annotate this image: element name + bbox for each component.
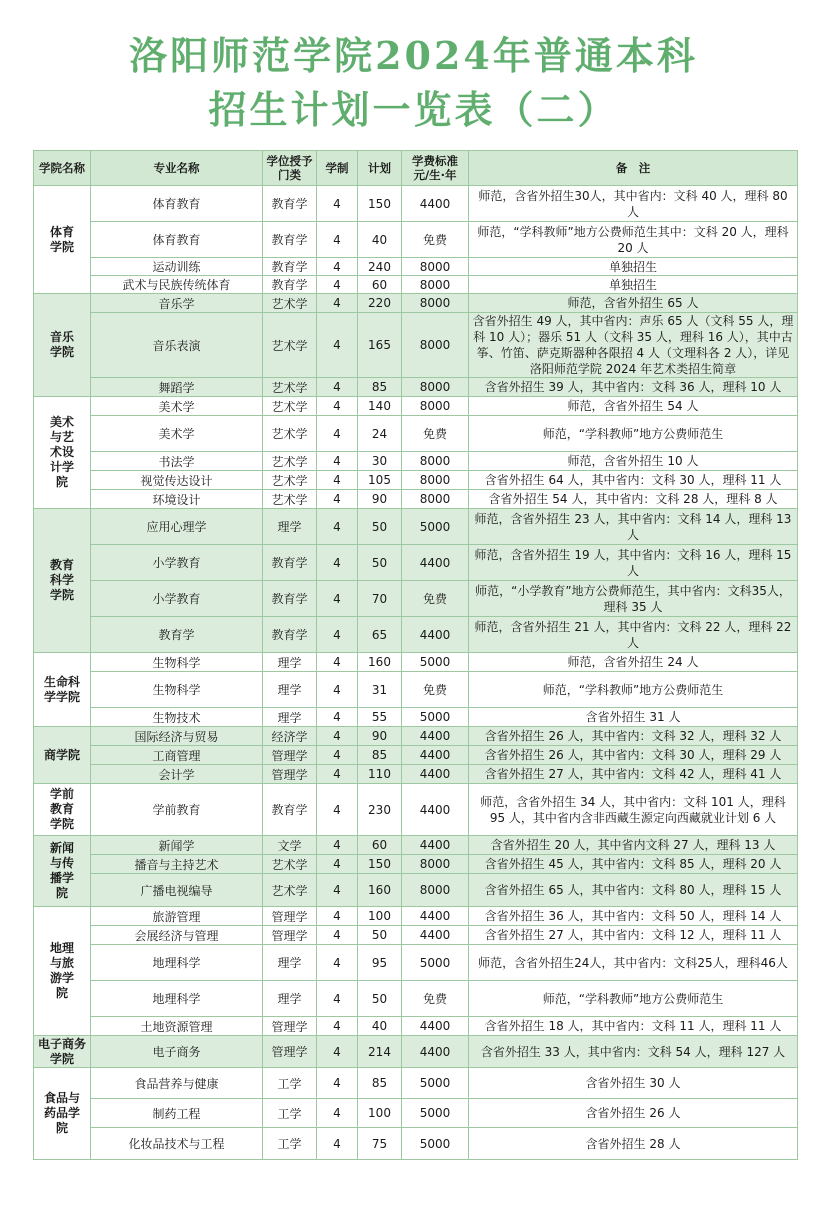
cell-fee: 5000: [402, 653, 469, 672]
table-row: [34, 907, 798, 926]
cell-fee: 免费: [402, 416, 469, 452]
cell-note: 含省外招生 33 人，其中省内：文科 54 人，理科 127 人: [469, 1036, 798, 1068]
cell-degree: 经济学: [263, 727, 317, 746]
cell-note: 师范，“学科教师”地方公费师范生其中：文科 20 人，理科 20 人: [469, 222, 798, 258]
cell-degree: 管理学: [263, 746, 317, 765]
cell-fee: 4400: [402, 617, 469, 653]
cell-years: 4: [317, 926, 358, 945]
cell-degree: 教育学: [263, 545, 317, 581]
cell-years: 4: [317, 874, 358, 907]
cell-plan: 75: [358, 1128, 402, 1160]
cell-fee: 4400: [402, 746, 469, 765]
cell-fee: 5000: [402, 509, 469, 545]
table-row: [34, 313, 798, 378]
cell-years: 4: [317, 545, 358, 581]
cell-degree: 工学: [263, 1099, 317, 1128]
cell-plan: 100: [358, 1099, 402, 1128]
table-row: [34, 581, 798, 617]
cell-note: 师范，“学科教师”地方公费师范生: [469, 416, 798, 452]
cell-degree: 管理学: [263, 1017, 317, 1036]
cell-note: 含省外招生 49 人，其中省内：声乐 65 人（文科 55 人，理科 10 人）；器乐 51 人（文科 35 人，理科 16 人），其中古筝、竹笛、萨克斯器种各限招 4 人（文理科各 2 人），详见洛阳师范学院 2024 年艺术类招生简章: [469, 313, 798, 378]
cell-degree: 管理学: [263, 926, 317, 945]
college-name: 生命科学学院: [34, 653, 91, 727]
cell-major: 制药工程: [91, 1099, 263, 1128]
cell-fee: 8000: [402, 313, 469, 378]
cell-plan: 95: [358, 945, 402, 981]
page-title-line1: 洛阳师范学院2024年普通本科: [129, 33, 698, 78]
cell-note: 含省外招生 64 人，其中省内：文科 30 人，理科 11 人: [469, 471, 798, 490]
cell-major: 生物技术: [91, 708, 263, 727]
table-row: [34, 672, 798, 708]
table-row: [34, 855, 798, 874]
cell-fee: 8000: [402, 855, 469, 874]
cell-note: 师范，含省外招生 23 人，其中省内：文科 14 人，理科 13 人: [469, 509, 798, 545]
cell-years: 4: [317, 581, 358, 617]
cell-note: 师范，含省外招生 24 人: [469, 653, 798, 672]
cell-plan: 150: [358, 186, 402, 222]
table-row: [34, 1099, 798, 1128]
cell-fee: 4400: [402, 926, 469, 945]
cell-years: 4: [317, 1099, 358, 1128]
page-title-line2: 招生计划一览表（二）: [208, 87, 619, 132]
cell-years: 4: [317, 836, 358, 855]
cell-degree: 艺术学: [263, 452, 317, 471]
cell-fee: 8000: [402, 452, 469, 471]
cell-degree: 教育学: [263, 581, 317, 617]
cell-degree: 管理学: [263, 765, 317, 784]
cell-years: 4: [317, 907, 358, 926]
table-row: [34, 258, 798, 276]
cell-note: 含省外招生 26 人，其中省内：文科 32 人，理科 32 人: [469, 727, 798, 746]
college-name: 美术与艺术设计学院: [34, 397, 91, 509]
cell-fee: 5000: [402, 1068, 469, 1099]
cell-major: 体育教育: [91, 222, 263, 258]
cell-note: 师范，含省外招生30人，其中省内：文科 40 人，理科 80 人: [469, 186, 798, 222]
header-fee: 学费标准元/生·年: [402, 151, 469, 186]
college-name: 地理与旅游学院: [34, 907, 91, 1036]
college-name: 食品与药品学院: [34, 1068, 91, 1160]
cell-note: 师范，含省外招生 65 人: [469, 294, 798, 313]
cell-note: 含省外招生 31 人: [469, 708, 798, 727]
cell-major: 书法学: [91, 452, 263, 471]
table-row: [34, 784, 798, 836]
cell-fee: 4400: [402, 907, 469, 926]
cell-fee: 8000: [402, 471, 469, 490]
cell-plan: 90: [358, 490, 402, 509]
cell-years: 4: [317, 509, 358, 545]
cell-degree: 艺术学: [263, 294, 317, 313]
cell-plan: 50: [358, 509, 402, 545]
cell-plan: 65: [358, 617, 402, 653]
cell-degree: 理学: [263, 981, 317, 1017]
table-row: [34, 276, 798, 294]
cell-degree: 工学: [263, 1128, 317, 1160]
cell-years: 4: [317, 378, 358, 397]
cell-plan: 230: [358, 784, 402, 836]
college-name: 电子商务学院: [34, 1036, 91, 1068]
cell-note: 师范，含省外招生 21 人，其中省内：文科 22 人，理科 22 人: [469, 617, 798, 653]
cell-plan: 110: [358, 765, 402, 784]
cell-fee: 4400: [402, 186, 469, 222]
cell-plan: 165: [358, 313, 402, 378]
table-row: [34, 1036, 798, 1068]
cell-note: 含省外招生 26 人，其中省内：文科 30 人，理科 29 人: [469, 746, 798, 765]
cell-major: 旅游管理: [91, 907, 263, 926]
cell-note: 含省外招生 18 人，其中省内：文科 11 人，理科 11 人: [469, 1017, 798, 1036]
header-degree: 学位授予门类: [263, 151, 317, 186]
cell-major: 广播电视编导: [91, 874, 263, 907]
cell-years: 4: [317, 1068, 358, 1099]
cell-degree: 艺术学: [263, 416, 317, 452]
cell-major: 应用心理学: [91, 509, 263, 545]
cell-major: 国际经济与贸易: [91, 727, 263, 746]
cell-years: 4: [317, 1036, 358, 1068]
cell-years: 4: [317, 784, 358, 836]
cell-years: 4: [317, 276, 358, 294]
cell-years: 4: [317, 222, 358, 258]
cell-major: 土地资源管理: [91, 1017, 263, 1036]
cell-major: 音乐表演: [91, 313, 263, 378]
table-row: [34, 222, 798, 258]
cell-plan: 220: [358, 294, 402, 313]
cell-plan: 90: [358, 727, 402, 746]
cell-years: 4: [317, 617, 358, 653]
cell-fee: 4400: [402, 727, 469, 746]
table-row: [34, 509, 798, 545]
cell-years: 4: [317, 746, 358, 765]
cell-fee: 4400: [402, 765, 469, 784]
cell-years: 4: [317, 313, 358, 378]
cell-fee: 8000: [402, 276, 469, 294]
cell-plan: 40: [358, 1017, 402, 1036]
cell-years: 4: [317, 945, 358, 981]
table-row: [34, 981, 798, 1017]
cell-degree: 理学: [263, 672, 317, 708]
cell-major: 视觉传达设计: [91, 471, 263, 490]
cell-major: 舞蹈学: [91, 378, 263, 397]
cell-degree: 工学: [263, 1068, 317, 1099]
cell-fee: 5000: [402, 945, 469, 981]
cell-degree: 教育学: [263, 258, 317, 276]
cell-plan: 100: [358, 907, 402, 926]
cell-plan: 50: [358, 981, 402, 1017]
cell-degree: 教育学: [263, 276, 317, 294]
cell-plan: 105: [358, 471, 402, 490]
cell-major: 会计学: [91, 765, 263, 784]
cell-major: 生物科学: [91, 672, 263, 708]
college-name: 学前教育学院: [34, 784, 91, 836]
cell-fee: 5000: [402, 708, 469, 727]
cell-fee: 5000: [402, 1099, 469, 1128]
table-row: [34, 1017, 798, 1036]
table-row: [34, 397, 798, 416]
cell-degree: 教育学: [263, 784, 317, 836]
cell-degree: 理学: [263, 708, 317, 727]
cell-degree: 艺术学: [263, 471, 317, 490]
cell-degree: 教育学: [263, 186, 317, 222]
cell-years: 4: [317, 727, 358, 746]
cell-fee: 8000: [402, 378, 469, 397]
table-row: [34, 746, 798, 765]
cell-fee: 8000: [402, 397, 469, 416]
cell-plan: 55: [358, 708, 402, 727]
cell-years: 4: [317, 708, 358, 727]
cell-plan: 60: [358, 836, 402, 855]
cell-major: 播音与主持艺术: [91, 855, 263, 874]
table-row: [34, 836, 798, 855]
cell-degree: 艺术学: [263, 378, 317, 397]
college-name: 音乐学院: [34, 294, 91, 397]
cell-years: 4: [317, 981, 358, 1017]
table-row: [34, 945, 798, 981]
cell-degree: 教育学: [263, 617, 317, 653]
cell-note: 含省外招生 45 人，其中省内：文科 85 人，理科 20 人: [469, 855, 798, 874]
cell-note: 师范，含省外招生 34 人，其中省内：文科 101 人，理科 95 人，其中省内含非西藏生源定向西藏就业计划 6 人: [469, 784, 798, 836]
cell-major: 体育教育: [91, 186, 263, 222]
table-row: [34, 545, 798, 581]
cell-plan: 70: [358, 581, 402, 617]
header-row: [34, 151, 798, 186]
cell-note: 师范，“学科教师”地方公费师范生: [469, 981, 798, 1017]
table-row: [34, 617, 798, 653]
cell-major: 小学教育: [91, 545, 263, 581]
cell-degree: 艺术学: [263, 874, 317, 907]
cell-major: 生物科学: [91, 653, 263, 672]
table-body: [34, 186, 798, 1160]
table-row: [34, 1068, 798, 1099]
cell-fee: 4400: [402, 545, 469, 581]
cell-note: 含省外招生 27 人，其中省内：文科 12 人，理科 11 人: [469, 926, 798, 945]
cell-degree: 教育学: [263, 222, 317, 258]
cell-note: 师范，“小学教育”地方公费师范生，其中省内：文科35人，理科 35 人: [469, 581, 798, 617]
cell-degree: 艺术学: [263, 313, 317, 378]
cell-fee: 4400: [402, 1017, 469, 1036]
cell-major: 地理科学: [91, 945, 263, 981]
cell-years: 4: [317, 490, 358, 509]
cell-note: 师范，含省外招生 10 人: [469, 452, 798, 471]
cell-fee: 8000: [402, 258, 469, 276]
cell-plan: 240: [358, 258, 402, 276]
cell-fee: 免费: [402, 672, 469, 708]
cell-degree: 理学: [263, 509, 317, 545]
cell-note: 师范，“学科教师”地方公费师范生: [469, 672, 798, 708]
cell-note: 单独招生: [469, 258, 798, 276]
cell-years: 4: [317, 653, 358, 672]
cell-note: 含省外招生 26 人: [469, 1099, 798, 1128]
cell-plan: 31: [358, 672, 402, 708]
cell-fee: 8000: [402, 294, 469, 313]
table-row: [34, 926, 798, 945]
cell-note: 师范，含省外招生 54 人: [469, 397, 798, 416]
cell-plan: 30: [358, 452, 402, 471]
cell-degree: 管理学: [263, 907, 317, 926]
cell-fee: 8000: [402, 490, 469, 509]
cell-plan: 85: [358, 378, 402, 397]
cell-degree: 理学: [263, 945, 317, 981]
cell-fee: 4400: [402, 784, 469, 836]
cell-note: 含省外招生 65 人，其中省内：文科 80 人，理科 15 人: [469, 874, 798, 907]
cell-major: 新闻学: [91, 836, 263, 855]
cell-plan: 160: [358, 653, 402, 672]
cell-plan: 150: [358, 855, 402, 874]
cell-fee: 免费: [402, 222, 469, 258]
cell-note: 师范，含省外招生24人，其中省内：文科25人，理科46人: [469, 945, 798, 981]
cell-fee: 4400: [402, 836, 469, 855]
cell-note: 含省外招生 30 人: [469, 1068, 798, 1099]
cell-years: 4: [317, 258, 358, 276]
cell-years: 4: [317, 672, 358, 708]
cell-degree: 艺术学: [263, 397, 317, 416]
cell-years: 4: [317, 765, 358, 784]
cell-plan: 160: [358, 874, 402, 907]
table-row: [34, 490, 798, 509]
cell-major: 运动训练: [91, 258, 263, 276]
cell-fee: 免费: [402, 981, 469, 1017]
cell-note: 含省外招生 39 人，其中省内：文科 36 人，理科 10 人: [469, 378, 798, 397]
cell-degree: 艺术学: [263, 855, 317, 874]
table-row: [34, 765, 798, 784]
table-row: [34, 186, 798, 222]
cell-plan: 50: [358, 545, 402, 581]
cell-note: 含省外招生 27 人，其中省内：文科 42 人，理科 41 人: [469, 765, 798, 784]
table-row: [34, 416, 798, 452]
cell-years: 4: [317, 397, 358, 416]
cell-major: 教育学: [91, 617, 263, 653]
cell-plan: 40: [358, 222, 402, 258]
cell-major: 学前教育: [91, 784, 263, 836]
cell-note: 师范，含省外招生 19 人，其中省内：文科 16 人，理科 15 人: [469, 545, 798, 581]
cell-major: 电子商务: [91, 1036, 263, 1068]
cell-plan: 85: [358, 1068, 402, 1099]
cell-degree: 理学: [263, 653, 317, 672]
cell-degree: 艺术学: [263, 490, 317, 509]
college-name: 新闻与传播学院: [34, 836, 91, 907]
enrollment-plan-table: [33, 150, 798, 1160]
table-row: [34, 471, 798, 490]
cell-plan: 214: [358, 1036, 402, 1068]
cell-fee: 免费: [402, 581, 469, 617]
cell-years: 4: [317, 452, 358, 471]
cell-plan: 50: [358, 926, 402, 945]
cell-plan: 60: [358, 276, 402, 294]
cell-years: 4: [317, 471, 358, 490]
cell-years: 4: [317, 1017, 358, 1036]
cell-degree: 管理学: [263, 1036, 317, 1068]
cell-years: 4: [317, 416, 358, 452]
table-row: [34, 874, 798, 907]
cell-years: 4: [317, 1128, 358, 1160]
cell-degree: 文学: [263, 836, 317, 855]
cell-major: 美术学: [91, 416, 263, 452]
table-row: [34, 1128, 798, 1160]
cell-years: 4: [317, 294, 358, 313]
cell-fee: 4400: [402, 1036, 469, 1068]
cell-years: 4: [317, 186, 358, 222]
cell-major: 小学教育: [91, 581, 263, 617]
header-plan: 计划: [358, 151, 402, 186]
cell-note: 单独招生: [469, 276, 798, 294]
header-college: 学院名称: [34, 151, 91, 186]
cell-plan: 140: [358, 397, 402, 416]
table-row: [34, 452, 798, 471]
table-row: [34, 378, 798, 397]
cell-note: 含省外招生 36 人，其中省内：文科 50 人，理科 14 人: [469, 907, 798, 926]
cell-note: 含省外招生 54 人，其中省内：文科 28 人，理科 8 人: [469, 490, 798, 509]
cell-major: 环境设计: [91, 490, 263, 509]
table-row: [34, 727, 798, 746]
cell-plan: 85: [358, 746, 402, 765]
cell-years: 4: [317, 855, 358, 874]
college-name: 体育学院: [34, 186, 91, 294]
cell-major: 会展经济与管理: [91, 926, 263, 945]
college-name: 教育科学学院: [34, 509, 91, 653]
cell-fee: 5000: [402, 1128, 469, 1160]
table-row: [34, 708, 798, 727]
cell-major: 地理科学: [91, 981, 263, 1017]
college-name: 商学院: [34, 727, 91, 784]
cell-fee: 8000: [402, 874, 469, 907]
cell-plan: 24: [358, 416, 402, 452]
cell-note: 含省外招生 28 人: [469, 1128, 798, 1160]
cell-major: 武术与民族传统体育: [91, 276, 263, 294]
cell-major: 音乐学: [91, 294, 263, 313]
cell-major: 美术学: [91, 397, 263, 416]
header-years: 学制: [317, 151, 358, 186]
cell-major: 食品营养与健康: [91, 1068, 263, 1099]
cell-major: 化妆品技术与工程: [91, 1128, 263, 1160]
cell-note: 含省外招生 20 人，其中省内文科 27 人，理科 13 人: [469, 836, 798, 855]
header-note: 备 注: [469, 151, 798, 186]
table-row: [34, 294, 798, 313]
header-major: 专业名称: [91, 151, 263, 186]
table-row: [34, 653, 798, 672]
cell-major: 工商管理: [91, 746, 263, 765]
